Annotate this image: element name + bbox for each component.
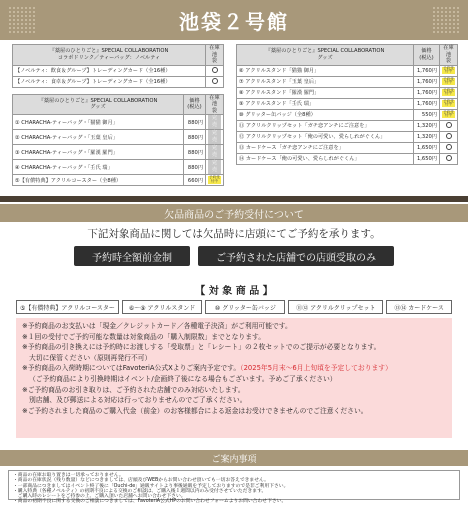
row-label: ⑥ アクリルスタンド「猫猫 御月」 [237,65,414,76]
goods-header-line1: 『薬屋のひとりごと』SPECIAL COLLABORATION [265,48,385,55]
price-header-line2: (税込) [187,104,202,111]
row-price: 880円 [184,145,206,160]
stock-cell [440,76,458,87]
guide-line: ・商品の在庫状況（残り数量）などにつきましては、店頭及びWEBからお問い合わせ頂いても一切お答えできません。 [13,478,269,484]
sold-out-badge: 完売 [208,130,221,144]
table-row [13,130,224,145]
row-label: ① CHARACHA-ティーバッグ・「猫猫 御月」 [13,115,184,130]
goods-header [237,45,414,66]
note-line: 大切に保管ください（原則再発行不可） [29,353,152,362]
target-product: ⑪⑫ アクリルクリップセット [288,300,383,314]
reservation-badge: 予約受付中 [443,65,454,74]
sold-out-badge: 完売 [208,115,221,129]
notice-title: 欠品商品のご予約受付について [0,204,468,222]
row-label: ⑤【有償特典】アクリルコースター（全8種） [13,175,184,186]
sold-out-badge: 完売 [208,145,221,159]
row-label: ⑬ カードケース「ガチ恋アンチにご注意を」 [237,142,414,153]
row-label: ③ CHARACHA-ティーバッグ・「羅漢 羅門」 [13,145,184,160]
stock-cell [206,76,224,87]
guide-title: ご案内事項 [0,450,468,466]
stock-cell [440,109,458,120]
row-label: ⑧ アクリルスタンド「羅漢 羅門」 [237,87,414,98]
note-line: 別店舗、及び郵送による対応は行っておりませんのでご了承ください。 [29,396,247,405]
stock-cell [440,65,458,76]
stock-cell [206,175,224,186]
stock-cell [440,153,458,164]
guide-line: ・商品の初期不良に関する交換のご相談につきましては、FavoteriA公式HPのお問い合わせフォームよりお問い合わせ下さい。 [13,499,287,505]
sold-out-badge: 完売 [208,160,221,174]
in-stock-circle-icon [446,155,452,161]
left-table-panel [12,44,224,196]
target-product: ⑩ グリッター缶バッジ [205,300,285,314]
dot-pattern-decoration [432,6,460,34]
row-label: ⑭ カードケース「俺の可愛い、愛らしれがぐくん」 [237,153,414,164]
note-line: ※予約商品のお支払いは「現金／クレジットカード／各種電子決済」がご利用可能です。 [22,322,292,330]
novelty-header-line2: コラボドリンク／ティーバッグ：ノベルティ [57,54,161,61]
stock-header-line1: 在庫 [209,94,220,101]
stock-cell [206,115,224,130]
page-header [0,0,468,40]
stock-header-line2: 池 袋 [211,101,223,114]
row-price: 1,650円 [414,153,440,164]
dot-pattern-decoration [8,6,36,34]
note-line: ※予約商品の引き換えには予約時にお渡しする「受取票」と「レシート」の２枚セットでのご提示が必要となります。 [22,343,381,352]
reservation-badge: 予約受付中 [443,76,454,85]
target-products-title: 【 対 象 商 品 】 [195,286,273,297]
price-header-line2: (税込) [419,54,434,61]
price-header [184,94,206,115]
reservation-notes [16,318,452,438]
target-product: ⑥〜⑨ アクリルスタンド [122,300,202,314]
row-price: 1,320円 [414,131,440,142]
row-price: 880円 [184,160,206,175]
row-price: 880円 [184,115,206,130]
row-label: ② CHARACHA-ティーバッグ・「玉葉 皇后」 [13,130,184,145]
row-price: 660円 [184,175,206,186]
price-header-line1: 価格 [189,97,200,104]
note-text: ※予約商品の入荷時期についてはFavoteriA公式Xよりご案内予定です。 [22,364,241,373]
note-date-highlight: （2025年5月末〜6月上旬頃を予定しております） [240,364,392,373]
stock-header [440,45,458,66]
table-row [237,65,458,76]
goods-header-line1: 『薬屋のひとりごと』SPECIAL COLLABORATION [38,97,158,104]
in-stock-circle-icon [212,67,218,73]
row-price: 1,650円 [414,142,440,153]
stock-header-line1: 在庫 [443,45,454,51]
novelty-header-line1: 『薬屋のひとりごと』SPECIAL COLLABORATION [49,48,169,55]
stock-cell [440,142,458,153]
stock-cell [206,130,224,145]
guide-line: ・商品の在庫お取り置きは一切承っておりません。 [13,473,124,478]
row-label: 【ノベルティ：飲食＆グループ】トレーディングカード（全16種） [13,65,206,76]
target-products-list [16,300,452,314]
row-label: ⑫ アクリルクリップセット「俺の可愛い、愛らしれがぐくん」 [237,131,414,142]
row-price: 1,760円 [414,76,440,87]
goods-header-line2: グッズ [90,104,106,111]
stock-cell [206,65,224,76]
stock-cell [440,120,458,131]
stock-header-line2: 池 袋 [445,51,457,64]
stock-header-line2: 池 袋 [211,51,223,64]
in-stock-circle-icon [446,133,452,139]
row-price: 1,320円 [414,120,440,131]
price-header-line1: 価格 [421,48,432,55]
stock-header-line1: 在庫 [209,45,220,51]
target-product: ⑤【有償特典】アクリルコースター [16,300,119,314]
table-row [237,109,458,120]
table-row [13,65,224,76]
guide-line: ご購入時のレシートをご持参の上、ご購入頂いた店舗へお問い合わせ下さい。 [13,494,186,500]
guide-box [8,470,460,505]
reservation-badge: 予約受付中 [443,109,454,118]
table-row [237,131,458,142]
row-label: ⑩ グリッター缶バッジ（全8種） [237,109,414,120]
table-row [237,98,458,109]
store-pickup-pill: ご予約された店舗での店頭受取のみ [198,246,394,266]
table-row [13,115,224,130]
row-price: 1,760円 [414,87,440,98]
goods-table-right [236,44,458,165]
price-header [414,45,440,66]
stock-cell [440,87,458,98]
table-row [237,120,458,131]
reservation-badge: 予約受付中 [443,87,454,96]
row-price: 1,760円 [414,65,440,76]
page-title: 池袋２号館 [179,9,289,34]
table-row [237,142,458,153]
novelty-table [12,44,224,88]
right-table-panel [236,44,458,196]
row-price: 550円 [414,109,440,120]
row-label: ④ CHARACHA-ティーバッグ・「壬氏 瑞」 [13,160,184,175]
section-divider [0,196,468,202]
guide-line: ・一部商品につきましてはイベント終了後に「Ouchi-de」通販サイトより事後通販を予定しておりますので是非ご利用下さい。 [13,483,289,489]
row-label: ⑪ アクリルクリップセット「ガチ恋アンチにご注意を」 [237,120,414,131]
stock-cell [206,160,224,175]
table-row [237,153,458,164]
table-row [13,145,224,160]
note-line: ※１回の受付でご予約可能な数量は対象商品の「購入制限数」までとなります。 [22,332,266,341]
reservation-badge: 予約受付中 [443,98,454,107]
table-row [13,175,224,186]
in-stock-circle-icon [446,144,452,150]
table-row [237,87,458,98]
goods-header-line2: グッズ [317,54,333,61]
goods-header [13,94,184,115]
stock-cell [206,145,224,160]
note-line [22,363,446,374]
reservation-badge: 予約受付中 [209,175,220,183]
row-label: 【ノベルティ：食卓＆グループ】トレーディングカード（全16種） [13,76,206,87]
novelty-stock-header [206,45,224,66]
note-line: （ご予約商品により引換時期はイベント/企画終了後になる場合もございます。予めご了承ください） [29,374,337,383]
table-row [237,76,458,87]
row-label: ⑦ アクリルスタンド「玉葉 皇后」 [237,76,414,87]
in-stock-circle-icon [212,78,218,84]
note-line: ※ご予約商品のお引き取りは、ご予約された店舗でのみ対応いたします。 [22,385,245,394]
row-price: 1,760円 [414,98,440,109]
row-label: ⑨ アクリルスタンド「壬氏 瑞」 [237,98,414,109]
stock-header [206,94,224,115]
note-line: ※ご予約されました商品のご購入代金（前金）のお客様都合による返金はお受けできませんのでご注意ください。 [22,406,368,415]
in-stock-circle-icon [446,122,452,128]
stock-cell [440,98,458,109]
row-price: 880円 [184,130,206,145]
target-product: ⑬⑭ カードケース [386,300,452,314]
guide-line: ・購入特典（各種ノベルティ）の初期不良による交換のご相談は、ご購入後１週間以内のみ受付させていただきます。 [13,488,267,494]
goods-table-left [12,94,224,187]
prepayment-pill: 予約時全額前金制 [74,246,190,266]
novelty-header [13,45,206,66]
stock-cell [440,131,458,142]
notice-intro: 下記対象商品に関しては欠品時に店頭にてご予約を承ります。 [87,228,381,240]
table-row [13,160,224,175]
table-row [13,76,224,87]
